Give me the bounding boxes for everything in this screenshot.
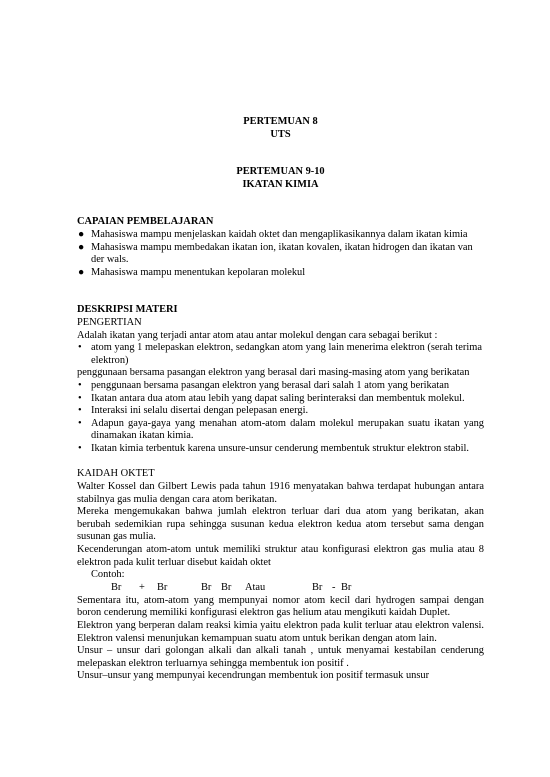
deskripsi-heading: DESKRIPSI MATERI (77, 304, 178, 316)
formula-plus: + (139, 581, 145, 593)
formula-atom: Br (201, 581, 212, 593)
kaidah-paragraph-4: Sementara itu, atom-atom yang mempunyai nomor atom kecil dari hydrogen sampai dengan boron cenderung memiliki konfigurasi elektron gas helium atau mengikuti kaidah Duplet. (77, 594, 484, 619)
bullet-icon: ● (78, 241, 85, 253)
formula-atom: Br (341, 581, 352, 593)
contoh-formula (77, 582, 484, 595)
kaidah-paragraph-3: Kecenderungan atom-atom untuk memiliki struktur atau konfigurasi elektron gas mulia atau 8 elektron pada kulit terluar disebut kaidah oktet (77, 544, 484, 568)
kaidah-paragraph-2: Mereka mengemukakan bahwa jumlah elektron terluar dari dua atom yang berikatan, akan berubah sedemikian rupa sehingga susunan kedua elektron kedua atom tersebut sama dengan susunan gas mulia. (77, 506, 484, 543)
document-content (77, 0, 484, 683)
bullet-icon: ● (78, 266, 85, 278)
bullet-icon: • (78, 417, 82, 429)
formula-atom: Br (157, 581, 168, 593)
kaidah-paragraph-5: Elektron yang berperan dalam reaksi kimia yaitu elektron pada kulit terluar atau elektron valensi. Elektron valensi menunjukan kemampuan suatu atom untuk berikan dengan atom lain. (77, 620, 484, 644)
list-item: • Adapun gaya-gaya yang menahan atom-atom dalam molekul merupakan suatu ikatan yang dinamakan ikatan kimia. (78, 417, 484, 442)
pengertian-subheading: PENGERTIAN (77, 316, 142, 328)
capaian-heading: CAPAIAN PEMBELAJARAN (77, 216, 214, 228)
contoh-label: Contoh: (91, 569, 125, 581)
bullet-icon: ● (78, 228, 85, 240)
formula-bond: - (332, 581, 336, 593)
list-item: • Ikatan antara dua atom atau lebih yang dapat saling berinteraksi dan membentuk molekul. (78, 392, 465, 404)
capaian-list (77, 229, 484, 279)
title-line-1: PERTEMUAN 8 (243, 116, 318, 127)
pengertian-list-1 (77, 342, 484, 367)
pengertian-intro: Adalah ikatan yang terjadi antar atom atau antar molekul dengan cara sebagai berikut : (77, 329, 438, 341)
kaidah-paragraph-1: Walter Kossel dan Gilbert Lewis pada tahun 1916 menyatakan bahwa terdapat hubungan antara stabilnya gas mulia dengan cara atom berikatan. (77, 481, 484, 505)
kaidah-heading: KAIDAH OKTET (77, 468, 155, 480)
bullet-icon: • (78, 379, 82, 391)
bullet-icon: • (78, 342, 82, 354)
title-line-2: UTS (270, 128, 291, 140)
formula-atom: Br (312, 581, 323, 593)
kaidah-paragraph-7: Unsur–unsur yang mempunyai kecendrungan membentuk ion positif termasuk unsur (77, 670, 430, 682)
pengertian-list-2 (77, 380, 484, 456)
list-item: ● Mahasiswa mampu membedakan ikatan ion, ikatan kovalen, ikatan hidrogen dan ikatan van der wals. (78, 241, 473, 266)
bullet-icon: • (78, 405, 82, 417)
list-item: • Interaksi ini selalu disertai dengan pelepasan energi. (78, 405, 309, 417)
formula-atau: Atau (245, 581, 266, 593)
bullet-icon: • (78, 392, 82, 404)
bullet-icon: • (78, 442, 82, 454)
formula-atom: Br (221, 581, 232, 593)
formula-atom: Br (111, 581, 122, 593)
list-item: ● Mahasiswa mampu menjelaskan kaidah oktet dan mengaplikasikannya dalam ikatan kimia (78, 228, 468, 240)
title-line-3: PERTEMUAN 9-10 (236, 166, 325, 178)
kaidah-paragraph-6: Unsur – unsur dari golongan alkali dan alkali tanah , untuk menyamai kestabilan cenderung melepaskan elektron terluarnya sehingga membentuk ion positif . (77, 645, 484, 669)
list-item: • atom yang 1 melepaskan elektron, sedangkan atom yang lain menerima elektron (serah terima elektron) (78, 342, 482, 366)
pengertian-paragraph: penggunaan bersama pasangan elektron yang berasal dari masing-masing atom yang berikatan (77, 367, 470, 379)
list-item: ● Mahasiswa mampu menentukan kepolaran molekul (78, 266, 306, 278)
list-item: • penggunaan bersama pasangan elektron yang berasal dari salah 1 atom yang berikatan (78, 379, 450, 391)
list-item: • Ikatan kimia terbentuk karena unsure-unsur cenderung membentuk struktur elektron stabil. (78, 442, 469, 454)
title-line-4: IKATAN KIMIA (242, 178, 319, 190)
